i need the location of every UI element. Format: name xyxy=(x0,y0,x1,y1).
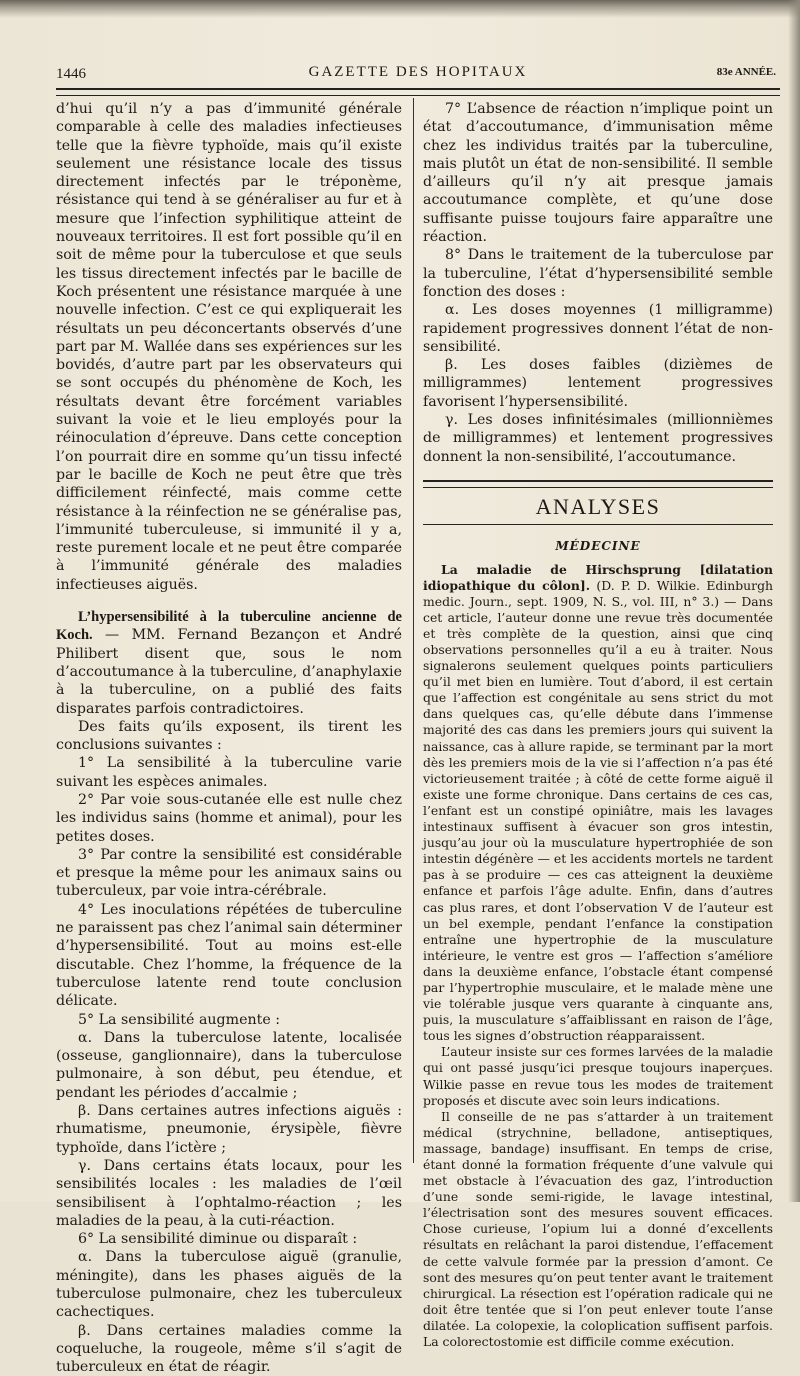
article-title: La maladie de Hirschsprung [dilatation idiopathique du côlon]. xyxy=(423,561,773,593)
list-item: β. Les doses faibles (dizièmes de milligrammes) lentement progressives favorisent l’hypersensibilité. xyxy=(423,357,773,410)
list-item: γ. Les doses infinitésimales (millionnièmes de milligrammes) et lentement progressives donnent la non-sensibilité, l’accoutumance. xyxy=(423,412,773,465)
scan-top-shadow xyxy=(0,0,800,18)
section-title: L’hypersensibilité à la tuberculine ancienne de Koch. xyxy=(56,609,402,644)
column-divider xyxy=(413,98,414,1163)
paragraph: — MM. Fernand Bezançon et André Philibert disent que, sous le nom d’accoutumance à la tuberculine, d’anaphylaxie à la tuberculine, on a publié des faits disparates parfois contradictoires. xyxy=(56,627,403,717)
list-item: 2° Par voie sous-cutanée elle est nulle chez les individus sains (homme et animal), pour les petites doses. xyxy=(56,791,402,845)
article-paragraph xyxy=(423,562,773,1045)
left-column xyxy=(56,100,402,1376)
list-item: 7° L’absence de réaction n’implique point un état d’accoutumance, d’immunisation même chez les individus traités par la tuberculine, mais plutôt un état de non-sensibilité. Il semble d’ailleurs qu’il n’y ait presque jamais accoutumance complète, et qu’une dose suffisante puisse toujours faire apparaître une réaction. xyxy=(423,101,773,246)
list-item: α. Les doses moyennes (1 milligramme) rapidement progressives donnent l’état de non-sensibilité. xyxy=(423,302,773,355)
list-item: α. Dans la tuberculose aiguë (granulie, méningite), dans les phases aiguës de la tuberculose pulmonaire, chez les tuberculeux cachectiques. xyxy=(56,1249,402,1321)
article-paragraph: Il conseille de ne pas s’attarder à un traitement médical (strychnine, belladone, antiseptiques, massage, bandage) insuffisant. En temps de crise, étant donné la formation fréquente d’une valvule qui met obstacle à l’évacuation des gaz, l’introduction d’une sonde semi-rigide, le lavage intestinal, l’électrisation sont des mesures souvent efficaces. Chose curieuse, l’opium lui a donné d’excellents résultats en relâchant la paroi distendue, l’effacement de cette valvule formée par la pression d’amont. Ce sont des mesures qu’on peut tenter avant le traitement chirurgical. La résection est l’opération radicale qui ne doit être tentée que si l’on peut enlever toute l’anse dilatée. La colopexie, la coloplication suffisent parfois. La colorectostomie est difficile comme exécution. xyxy=(423,1108,773,1350)
list-item: β. Dans certaines autres infections aiguës : rhumatisme, pneumonie, érysipèle, fièvre typhoïde, dans l’ictère ; xyxy=(56,1103,402,1156)
list-item: γ. Dans certains états locaux, pour les sensibilités locales : les maladies de l’œil sensibilisent à l’ophtalmo-réaction ; les maladies de la peau, à la cuti-réaction. xyxy=(56,1157,402,1229)
list-item: 4° Les inoculations répétées de tuberculine ne paraissent pas chez l’animal sain déterminer d’hypersensibilité. Tout au moins est-elle discutable. Chez l’homme, la fréquence de la tuberculose latente rend toute conclusion délicate. xyxy=(56,901,402,1010)
list-item: β. Dans certaines maladies comme la coqueluche, la rougeole, même s’il s’agit de tuberculeux en état de réagir. xyxy=(56,1322,402,1376)
medecine-subheading: MÉDECINE xyxy=(555,539,641,554)
right-column xyxy=(423,100,773,1350)
article-body: (D. P. D. Wilkie. Edinburgh medic. Journ., sept. 1909, N. S., vol. III, n° 3.) — Dans cet article, l’auteur donne une revue très documentée et très complète de la question, ainsi que cinq observations personnelles qu’il a eu à traiter. Nous signalerons seulement quelques points particuliers qu’il met bien en lumière. Tout d’abord, il est certain que l’affection est congénitale au sens strict du mot dans quelques cas, qu’elle débute dans l’immense majorité des cas dans les premiers jours qui suivent la naissance, cas à allure rapide, se terminant par la mort dès les premiers mois de la vie si l’affection n’a pas été victorieusement traitée ; à côté de cette forme aiguë il existe une forme chronique. Dans certains de ces cas, l’enfant est un constipé opiniâtre, mais les lavages intestinaux suffisent à évacuer son gros intestin, jusqu’au jour où la musculature hypertrophiée de son intestin dégénère — et les accidents mortels ne tardent pas à se produire — ces cas atteignent la deuxième enfance et parfois l’âge adulte. Enfin, dans d’autres cas plus rares, et dont l’observation V de l’auteur est un bel exemple, pendant l’enfance la constipation entraîne une hypertrophie de la musculature intérieure, le ventre est gros — l’affection s’améliore dans la deuxième enfance, l’obstacle étant compensé par l’hypertrophie musculaire, et le malade mène une vie tolérable jusque vers quarante à cinquante ans, puis, la musculature s’affaiblissant en raison de l’âge, tous les signes d’obstruction réapparaissent. xyxy=(423,577,773,1044)
list-item: α. Dans la tuberculose latente, localisée (osseuse, ganglionnaire), dans la tuberculose pulmonaire, à son début, peu étendue, et pendant les périodes d’accalmie ; xyxy=(56,1029,402,1101)
running-header xyxy=(56,64,780,86)
list-item: 6° La sensibilité diminue ou disparaît : xyxy=(78,1231,358,1248)
article-paragraph: L’auteur insiste sur ces formes larvées de la maladie qui ont passé jusqu’ici presque toujours inaperçues. Wilkie passe en revue tous les modes de traitement proposés et discute avec soin leurs indications. xyxy=(423,1044,773,1108)
list-item: 1° La sensibilité à la tuberculine varie suivant les espèces animales. xyxy=(56,755,402,790)
header-rule xyxy=(56,88,780,96)
page-number: 1446 xyxy=(56,66,86,82)
journal-title: GAZETTE DES HOPITAUX xyxy=(308,64,528,80)
paragraph: Des faits qu’ils exposent, ils tirent les conclusions suivantes : xyxy=(56,718,402,754)
section-heading-paragraph xyxy=(56,608,402,718)
analysis-article xyxy=(423,562,773,1351)
list-item: 8° Dans le traitement de la tuberculose par la tuberculine, l’état d’hypersensibilité semble fonction des doses : xyxy=(423,247,773,300)
analyses-heading: ANALYSES xyxy=(423,496,773,525)
list-item: 3° Par contre la sensibilité est considérable et presque la même pour les animaux sains ou tuberculeux, par voie intra-cérébrale. xyxy=(56,846,402,900)
list-item: 5° La sensibilité augmente : xyxy=(78,1011,281,1028)
paragraph: d’hui qu’il n’y a pas d’immunité générale comparable à celle des maladies infectieuses telle que la fièvre typhoïde, mais qu’il existe seulement une résistance locale des tissus directement infectés par le tréponème, résistance qui tend à se généraliser au fur et à mesure que l’infection syphilitique atteint de nouveaux territoires. Il est fort possible qu’il en soit de même pour la tuberculose et que seuls les tissus directement infectés par le bacille de Koch présentent une résistance marquée à une nouvelle infection. C’est ce qui expliquerait les résultats un peu déconcertants observés d’une part par M. Wallée dans ses expériences sur les bovidés, d’autre part par les observateurs qui se sont occupés du phénomène de Koch, les résultats devant être forcément variables suivant la voie et le lieu employés pour la réinoculation d’épreuve. Dans cette conception l’on pourrait dire en somme qu’un tissu infecté par le bacille de Koch ne peut être que très difficilement réinfecté, mais comme cette résistance à la réinfection ne se généralise pas, l’immunité tuberculeuse, si immunité il y a, reste purement locale et ne peut être comparée à l’immunité générale des maladies infectieuses aiguës. xyxy=(56,101,402,593)
scan-right-edge xyxy=(788,0,800,1202)
volume-year: 83e ANNÉE. xyxy=(716,66,776,78)
section-rule xyxy=(423,480,773,488)
